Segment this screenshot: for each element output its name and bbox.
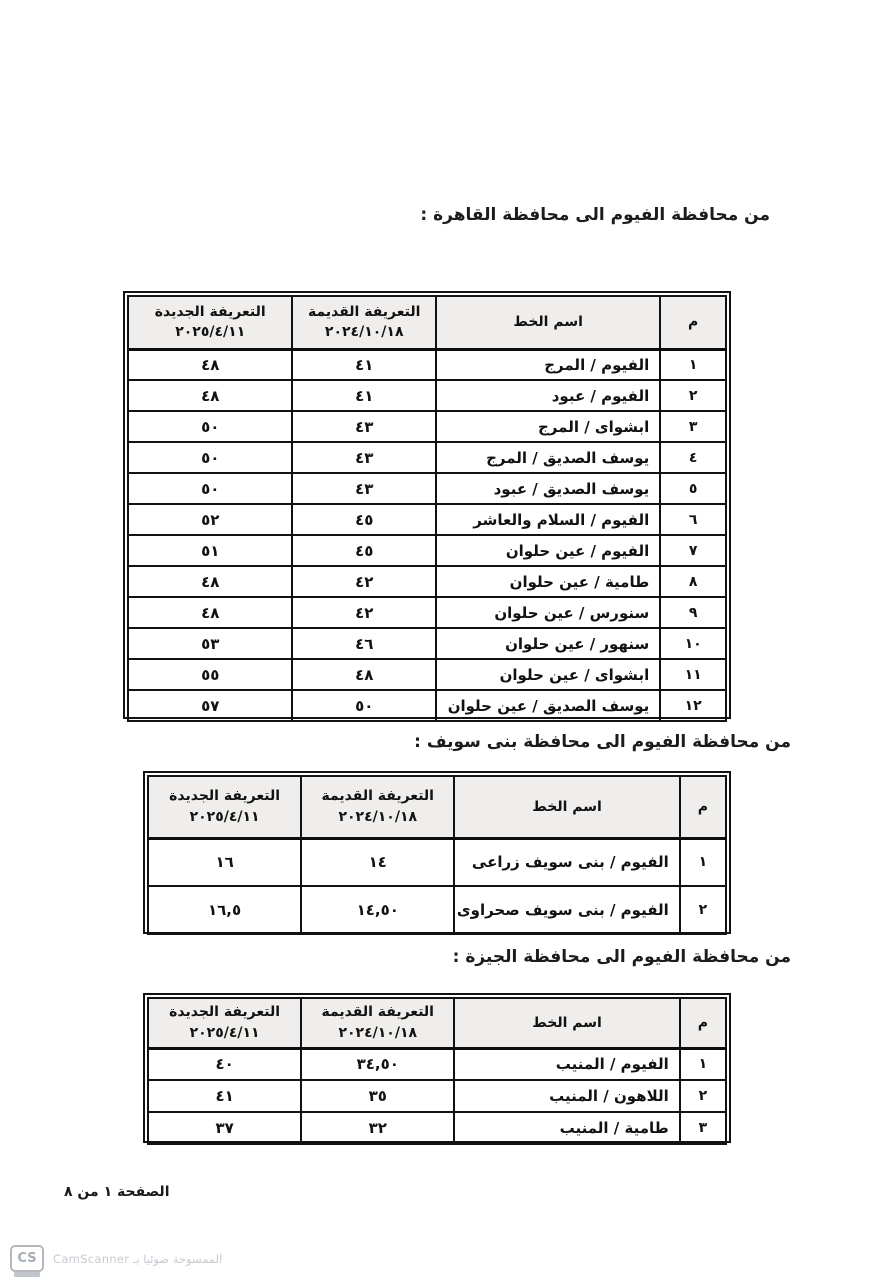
line-name-cell: طامية / عين حلوان bbox=[436, 566, 660, 597]
table-row bbox=[128, 504, 726, 535]
row-number-cell: ١ bbox=[680, 1048, 726, 1080]
new-tariff-label: التعريفة الجديدة bbox=[154, 303, 266, 320]
camscanner-logo-icon: CS bbox=[10, 1245, 44, 1272]
table-row bbox=[128, 411, 726, 442]
new-tariff-cell: ٤٠ bbox=[148, 1048, 301, 1080]
tariff-table-cairo bbox=[123, 291, 731, 719]
table-row bbox=[128, 349, 726, 380]
new-tariff-cell: ٥٠ bbox=[128, 411, 292, 442]
section-title-giza: من محافظة الفيوم الى محافظة الجيزة : bbox=[452, 947, 791, 967]
tariff-table-giza bbox=[143, 993, 731, 1143]
old-tariff-cell: ٤٣ bbox=[292, 442, 436, 473]
line-name-cell: سنورس / عين حلوان bbox=[436, 597, 660, 628]
new-tariff-date: ٢٠٢٥/٤/١١ bbox=[175, 324, 246, 341]
row-number-cell: ١٠ bbox=[660, 628, 726, 659]
line-name-cell: الفيوم / عين حلوان bbox=[436, 535, 660, 566]
row-number-cell: ١٢ bbox=[660, 690, 726, 721]
table-row bbox=[128, 628, 726, 659]
line-name-cell: ابشواى / عين حلوان bbox=[436, 659, 660, 690]
line-name-cell: ابشواى / المرج bbox=[436, 411, 660, 442]
old-tariff-cell: ٤٣ bbox=[292, 411, 436, 442]
table-row bbox=[128, 566, 726, 597]
line-name-cell: الفيوم / المرج bbox=[436, 349, 660, 380]
new-tariff-label: التعريفة الجديدة bbox=[169, 788, 281, 805]
row-number-cell: ٤ bbox=[660, 442, 726, 473]
column-header-number: م bbox=[680, 776, 726, 838]
column-header-line-name: اسم الخط bbox=[454, 998, 679, 1048]
old-tariff-cell: ٤٦ bbox=[292, 628, 436, 659]
old-tariff-cell: ٣٢ bbox=[301, 1112, 454, 1144]
row-number-cell: ٨ bbox=[660, 566, 726, 597]
new-tariff-cell: ١٦ bbox=[148, 838, 301, 886]
old-tariff-cell: ٤٨ bbox=[292, 659, 436, 690]
table-row bbox=[148, 838, 726, 886]
new-tariff-cell: ٥٣ bbox=[128, 628, 292, 659]
line-name-cell: الفيوم / بنى سويف زراعى bbox=[454, 838, 679, 886]
row-number-cell: ١ bbox=[660, 349, 726, 380]
new-tariff-cell: ٥٢ bbox=[128, 504, 292, 535]
old-tariff-cell: ٤١ bbox=[292, 349, 436, 380]
table-row bbox=[128, 535, 726, 566]
old-tariff-cell: ٤٥ bbox=[292, 535, 436, 566]
row-number-cell: ١ bbox=[680, 838, 726, 886]
old-tariff-label: التعريفة القديمة bbox=[321, 788, 434, 805]
row-number-cell: ٢ bbox=[680, 1080, 726, 1112]
old-tariff-cell: ٣٤,٥٠ bbox=[301, 1048, 454, 1080]
new-tariff-cell: ٤١ bbox=[148, 1080, 301, 1112]
camscanner-watermark-text: الممسوحة ضوئيا بـ CamScanner bbox=[53, 1251, 223, 1266]
line-name-cell: طامية / المنيب bbox=[454, 1112, 679, 1144]
old-tariff-cell: ٤٥ bbox=[292, 504, 436, 535]
old-tariff-cell: ١٤,٥٠ bbox=[301, 886, 454, 934]
old-tariff-date: ٢٠٢٤/١٠/١٨ bbox=[338, 808, 418, 825]
row-number-cell: ٧ bbox=[660, 535, 726, 566]
new-tariff-cell: ٥٥ bbox=[128, 659, 292, 690]
column-header-old-tariff bbox=[301, 776, 454, 838]
table-row bbox=[128, 597, 726, 628]
row-number-cell: ٣ bbox=[680, 1112, 726, 1144]
old-tariff-cell: ٣٥ bbox=[301, 1080, 454, 1112]
new-tariff-cell: ٥٠ bbox=[128, 442, 292, 473]
new-tariff-cell: ٥٠ bbox=[128, 473, 292, 504]
row-number-cell: ٩ bbox=[660, 597, 726, 628]
table-row bbox=[128, 473, 726, 504]
row-number-cell: ٣ bbox=[660, 411, 726, 442]
line-name-cell: يوسف الصديق / عبود bbox=[436, 473, 660, 504]
old-tariff-cell: ٥٠ bbox=[292, 690, 436, 721]
line-name-cell: الفيوم / عبود bbox=[436, 380, 660, 411]
column-header-new-tariff bbox=[128, 296, 292, 349]
new-tariff-cell: ٤٨ bbox=[128, 566, 292, 597]
new-tariff-cell: ٤٨ bbox=[128, 597, 292, 628]
table-header-row bbox=[128, 296, 726, 349]
old-tariff-date: ٢٠٢٤/١٠/١٨ bbox=[324, 324, 404, 341]
column-header-line-name: اسم الخط bbox=[436, 296, 660, 349]
line-name-cell: الفيوم / بنى سويف صحراوى bbox=[454, 886, 679, 934]
row-number-cell: ١١ bbox=[660, 659, 726, 690]
old-tariff-label: التعريفة القديمة bbox=[308, 303, 421, 320]
new-tariff-cell: ٤٨ bbox=[128, 380, 292, 411]
new-tariff-label: التعريفة الجديدة bbox=[169, 1004, 281, 1021]
old-tariff-cell: ١٤ bbox=[301, 838, 454, 886]
line-name-cell: الفيوم / المنيب bbox=[454, 1048, 679, 1080]
line-name-cell: يوسف الصديق / عين حلوان bbox=[436, 690, 660, 721]
tariff-table-beni-suef bbox=[143, 771, 731, 934]
old-tariff-date: ٢٠٢٤/١٠/١٨ bbox=[338, 1024, 418, 1041]
old-tariff-cell: ٤٢ bbox=[292, 597, 436, 628]
new-tariff-cell: ١٦,٥ bbox=[148, 886, 301, 934]
line-name-cell: سنهور / عين حلوان bbox=[436, 628, 660, 659]
table-row bbox=[128, 442, 726, 473]
row-number-cell: ٢ bbox=[660, 380, 726, 411]
row-number-cell: ٥ bbox=[660, 473, 726, 504]
camscanner-watermark bbox=[10, 1245, 222, 1272]
section-title-cairo: من محافظة الفيوم الى محافظة القاهرة : bbox=[420, 205, 770, 225]
line-name-cell: الفيوم / السلام والعاشر bbox=[436, 504, 660, 535]
new-tariff-cell: ٥٧ bbox=[128, 690, 292, 721]
page-number-label: الصفحة ١ من ٨ bbox=[64, 1184, 170, 1200]
table-row bbox=[128, 380, 726, 411]
column-header-new-tariff bbox=[148, 998, 301, 1048]
new-tariff-cell: ٥١ bbox=[128, 535, 292, 566]
line-name-cell: يوسف الصديق / المرج bbox=[436, 442, 660, 473]
table-row bbox=[148, 1048, 726, 1080]
column-header-new-tariff bbox=[148, 776, 301, 838]
table-row bbox=[148, 1112, 726, 1144]
section-title-beni-suef: من محافظة الفيوم الى محافظة بنى سويف : bbox=[414, 732, 791, 752]
new-tariff-cell: ٤٨ bbox=[128, 349, 292, 380]
column-header-number: م bbox=[660, 296, 726, 349]
new-tariff-cell: ٣٧ bbox=[148, 1112, 301, 1144]
column-header-old-tariff bbox=[301, 998, 454, 1048]
new-tariff-date: ٢٠٢٥/٤/١١ bbox=[189, 1024, 260, 1041]
old-tariff-cell: ٤٢ bbox=[292, 566, 436, 597]
old-tariff-cell: ٤١ bbox=[292, 380, 436, 411]
new-tariff-date: ٢٠٢٥/٤/١١ bbox=[189, 808, 260, 825]
table-row bbox=[148, 886, 726, 934]
table-header-row bbox=[148, 998, 726, 1048]
column-header-number: م bbox=[680, 998, 726, 1048]
column-header-line-name: اسم الخط bbox=[454, 776, 679, 838]
table-header-row bbox=[148, 776, 726, 838]
table-row bbox=[128, 659, 726, 690]
table-row bbox=[148, 1080, 726, 1112]
old-tariff-label: التعريفة القديمة bbox=[321, 1004, 434, 1021]
column-header-old-tariff bbox=[292, 296, 436, 349]
line-name-cell: اللاهون / المنيب bbox=[454, 1080, 679, 1112]
old-tariff-cell: ٤٣ bbox=[292, 473, 436, 504]
table-row bbox=[128, 690, 726, 721]
row-number-cell: ٢ bbox=[680, 886, 726, 934]
row-number-cell: ٦ bbox=[660, 504, 726, 535]
